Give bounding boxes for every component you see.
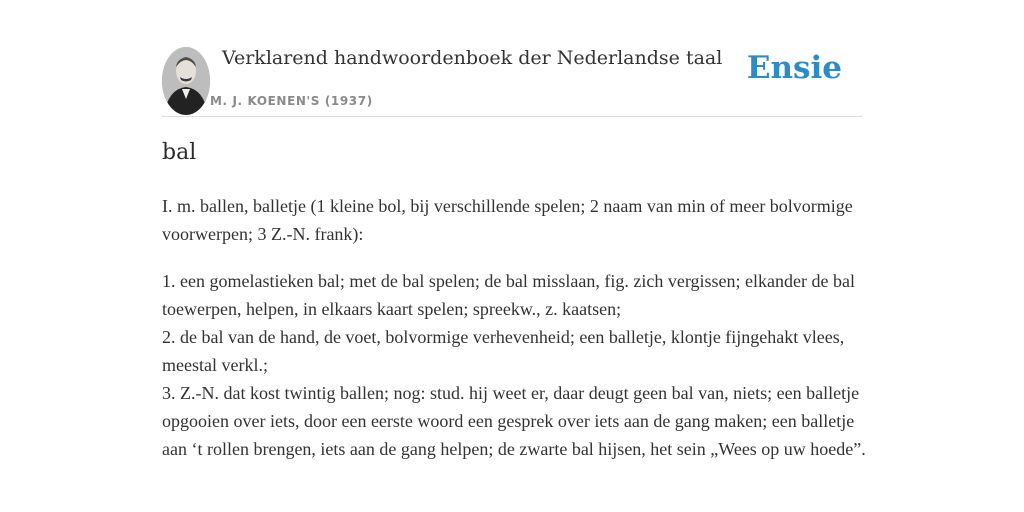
author-portrait-icon (162, 47, 210, 115)
entry-headword: bal (162, 140, 197, 165)
sense-item: 3. Z.-N. dat kost twintig ballen; nog: stud. hij weet er, daar deugt geen bal van, niets; een balletje opgooien over iets, door een eerste woord een gesprek over iets aan de gang maken; een balletje aan ‘t rollen brengen, iets aan de gang helpen; de zwarte bal hijsen, het sein „Wees op uw hoede”. (162, 383, 866, 459)
sense-item: 2. de bal van de hand, de voet, bolvormige verhevenheid; een balletje, klontje fijngehakt vlees, meestal verkl.; (162, 327, 845, 375)
entry-definition (162, 192, 867, 463)
dictionary-title[interactable]: Verklarend handwoordenboek der Nederlandse taal (222, 47, 723, 69)
brand-logo[interactable]: Ensie (746, 50, 842, 86)
author-label: M. J. KOENEN'S (1937) (210, 94, 373, 108)
sense-item: 1. een gomelastieken bal; met de bal spelen; de bal misslaan, fig. zich vergissen; elkander de bal toewerpen, helpen, in elkaars kaart spelen; spreekw., z. kaatsen; (162, 271, 855, 319)
site-header (162, 44, 862, 117)
entry-intro: I. m. ballen, balletje (1 kleine bol, bij verschillende spelen; 2 naam van min of meer bolvormige voorwerpen; 3 Z.-N. frank): (162, 196, 853, 244)
